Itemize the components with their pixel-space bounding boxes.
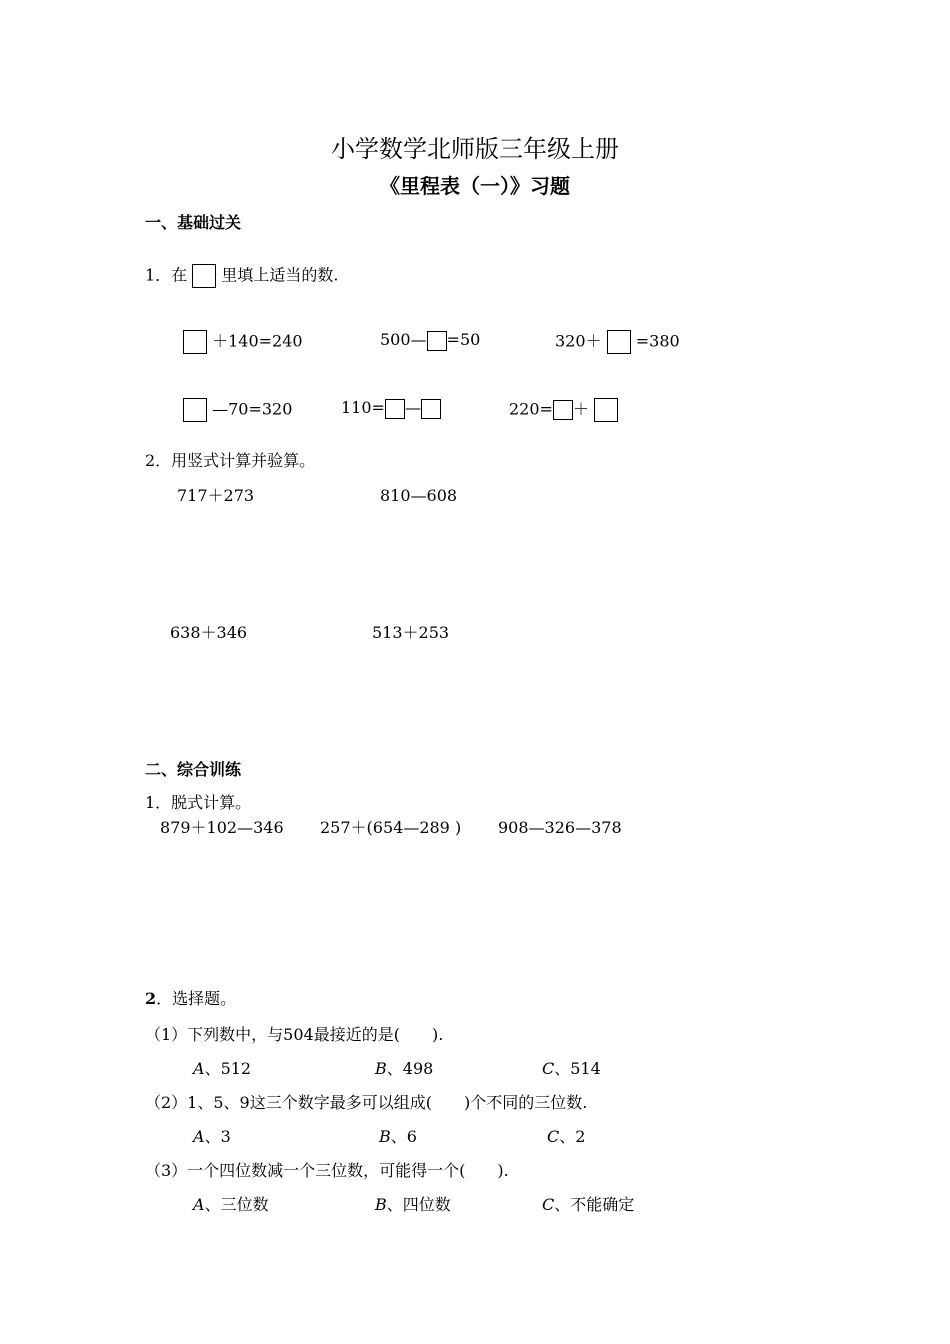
step-calc-3: 908—326—378 <box>498 818 622 837</box>
option-letter: C <box>542 1059 555 1078</box>
option-letter: B <box>379 1127 391 1146</box>
section1-heading: 一、基础过关 <box>145 213 242 232</box>
choice-stem-3: （3）一个四位数减一个三位数，可能得一个( ). <box>145 1161 509 1180</box>
option-letter: B <box>375 1059 387 1078</box>
fill-equation-6 <box>509 398 618 422</box>
choice-option-c <box>542 1059 601 1079</box>
equation-text: 220= <box>509 399 553 419</box>
option-text: 、三位数 <box>204 1195 269 1214</box>
vertical-calc-2: 810—608 <box>380 486 458 505</box>
equation-text: ＋140=240 <box>212 331 303 351</box>
choice-option-b <box>375 1059 433 1079</box>
choice-stem-1: （1）下列数中，与504最接近的是( ). <box>145 1025 444 1044</box>
answer-box <box>183 330 207 354</box>
answer-box <box>607 330 631 354</box>
choice-option-a <box>193 1127 231 1147</box>
fill-equation-5 <box>341 398 441 419</box>
choice-stem-2: （2）1、5、9这三个数字最多可以组成( )个不同的三位数. <box>145 1093 588 1112</box>
answer-box <box>594 398 618 422</box>
step-calc-2: 257＋(654—289 ) <box>320 818 462 837</box>
s2-q1-label: 1．脱式计算。 <box>145 793 252 812</box>
option-text: 、3 <box>204 1127 231 1146</box>
option-text: 、512 <box>204 1059 252 1078</box>
option-letter: A <box>193 1195 205 1214</box>
choice-option-a <box>193 1059 251 1079</box>
choice-option-c <box>542 1195 634 1215</box>
option-text: 、不能确定 <box>554 1195 635 1214</box>
choice-option-b <box>375 1195 451 1215</box>
answer-box <box>385 399 405 419</box>
fill-equation-4 <box>183 398 292 422</box>
equation-text: ＋ <box>572 399 589 419</box>
q1-number: 1． <box>145 265 172 285</box>
equation-text: —70=320 <box>212 399 293 419</box>
equation-text: 320＋ <box>555 331 602 351</box>
equation-text: — <box>404 398 421 417</box>
q1-prompt <box>145 264 338 288</box>
q2-label: 2．用竖式计算并验算。 <box>145 451 316 470</box>
option-text: 、498 <box>386 1059 434 1078</box>
option-letter: A <box>193 1059 205 1078</box>
equation-text: 500— <box>380 330 427 349</box>
answer-box <box>553 400 573 420</box>
s2-q2-number: 2 <box>145 989 157 1008</box>
option-text: 、2 <box>559 1127 586 1146</box>
equation-text: 110= <box>341 398 385 417</box>
option-text: 、6 <box>390 1127 417 1146</box>
option-letter: C <box>542 1195 555 1214</box>
option-letter: C <box>547 1127 560 1146</box>
page-title: 小学数学北师版三年级上册 <box>331 135 619 163</box>
page-subtitle: 《里程表（一）》习题 <box>380 174 570 198</box>
s2-q2-label <box>145 989 236 1009</box>
equation-text: =380 <box>635 331 680 351</box>
option-text: 、514 <box>554 1059 601 1078</box>
answer-box <box>421 399 441 419</box>
answer-box <box>427 331 447 351</box>
answer-box <box>183 398 207 422</box>
vertical-calc-3: 638＋346 <box>170 623 248 642</box>
fill-equation-1 <box>183 330 303 354</box>
q1-pre: 在 <box>171 265 188 285</box>
vertical-calc-4: 513＋253 <box>372 623 450 642</box>
section2-heading: 二、综合训练 <box>145 760 242 779</box>
s2-q2-text: ．选择题。 <box>156 989 237 1008</box>
fill-equation-3 <box>555 330 680 354</box>
choice-option-a <box>193 1195 269 1215</box>
choice-option-b <box>379 1127 417 1147</box>
step-calc-1: 879＋102—346 <box>160 818 284 837</box>
q1-post: 里填上适当的数. <box>221 265 339 285</box>
vertical-calc-1: 717＋273 <box>177 486 255 505</box>
equation-text: =50 <box>446 330 481 349</box>
answer-box <box>192 264 216 288</box>
option-letter: A <box>193 1127 205 1146</box>
option-letter: B <box>375 1195 387 1214</box>
fill-equation-2 <box>380 330 480 351</box>
choice-option-c <box>547 1127 585 1147</box>
option-text: 、四位数 <box>386 1195 451 1214</box>
